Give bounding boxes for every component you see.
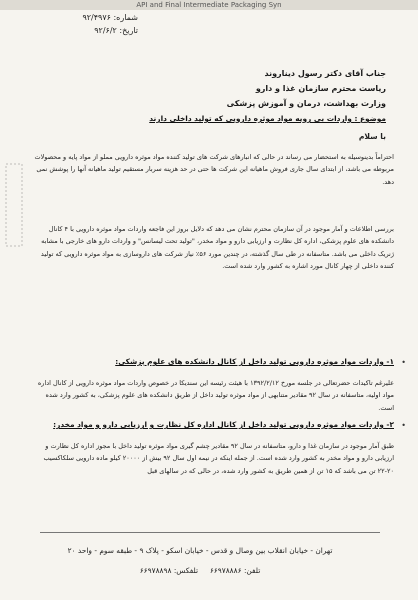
letter-footer bbox=[0, 532, 418, 600]
paragraph-1-text: احتراماً بدینوسیله به استحضار می رساند در حالی که انبارهای شرکت های تولید کننده مواد موثره دارویی مملو از مواد پایه و محصولات مربوطه می باشد، از ابتدای سال جاری فروش ماهیانه این شرکت ها حتی در حد هزینه سربار مستقیم تولید ماهیانه آنها را پوشش نمی دهد. bbox=[34, 153, 394, 186]
subject-label: موضوع : bbox=[354, 114, 386, 123]
letter-number-value: ۹۲/۴۹۷۶ bbox=[82, 13, 111, 22]
section-2-text: طبق آمار موجود در سازمان غذا و دارو، متاسفانه در سال ۹۲ مقادیر چشم گیری مواد موثره تولید داخل با مجوز اداره کل نظارت و ارزیابی دارو و مواد مخدر به کشور وارد شده است. از جمله اینکه در نیمه اول سال ۹۲ بیش از ۲۰۰۰۰ کیلو ماده دارویی سلکاکسیب ۲۰-۲۲ تن می باشد که ۱۵ تن از همین طریق به کشور وارد شده، در حالی که در سالهای قبل bbox=[43, 442, 394, 475]
letterhead-strip bbox=[0, 0, 418, 10]
letter-number-label: شماره: bbox=[113, 13, 138, 22]
section-1-text: علیرغم تاکیدات حضرتعالی در جلسه مورخ ۱۳۹۲/۲/۱۲ با هیئت رئیسه این سندیکا در خصوص واردات مواد موثره دارویی از کانال اداره مواد اولیه، متاسفانه در سال ۹۲ مقادیر متنابهی از مواد موثره تولید داخل از طریق دانشکده های علوم پزشکی، به کشور وارد شده است. bbox=[37, 379, 394, 412]
margin-stamp bbox=[2, 160, 26, 250]
letter-date-value: ۹۲/۶/۲ bbox=[94, 26, 117, 35]
section-1-bullet: • bbox=[401, 358, 406, 367]
letterhead-text: API and Final Intermediate Packaging Syn bbox=[136, 1, 282, 9]
footer-fax-label: تلفکس: bbox=[173, 566, 199, 575]
greeting: با سلام bbox=[358, 132, 386, 141]
section-1-body bbox=[30, 377, 394, 414]
section-1-number: ۱ bbox=[389, 357, 394, 366]
section-2-title: واردات مواد موثره دارویی تولید داخل از کانال اداره کل نظارت و ارزیابی دارو و مواد مخدر: bbox=[53, 420, 384, 429]
section-1-heading: ۱- واردات مواد موثره دارویی تولید داخل از کانال دانشکده های علوم پزشکی: bbox=[115, 357, 394, 366]
subject-text: واردات بی رویه مواد موثره دارویی که تولید داخلی دارند bbox=[149, 114, 352, 123]
paragraph-2-text: بررسی اطلاعات و آمار موجود در آن سازمان محترم نشان می دهد که دلایل بروز این فاجعه واردات مواد موثره دارویی با ۴ کانال دانشکده های علوم پزشکی، اداره کل نظارت و ارزیابی دارو و مواد مخدر، "تولید تحت لیسانس" و واردات دارو های خارجی با مشابه ژنریک داخلی می باشد. متاسفانه در طی سال گذشته، در چندین مورد ۵۶٪ نیاز شرکت های داروسازی به مواد موثره دارویی که تولید کننده داخلی از چهار کانال مورد اشاره به کشور وارد شده است. bbox=[40, 225, 394, 271]
section-2-number: ۲ bbox=[389, 420, 394, 429]
letter-number bbox=[18, 13, 138, 22]
footer-rule bbox=[40, 532, 380, 533]
footer-contacts bbox=[50, 566, 350, 575]
body-paragraph-2 bbox=[30, 223, 394, 273]
footer-fax: ۶۶۹۷۸۸۹۸ bbox=[139, 566, 172, 575]
addressee-name: جناب آقای دکتر رسول دیناروند bbox=[264, 69, 386, 78]
footer-phone-label: تلفن: bbox=[243, 566, 261, 575]
letter-date bbox=[18, 26, 138, 35]
section-2-bullet: • bbox=[401, 421, 406, 430]
section-2-heading: ۲- واردات مواد موثره دارویی تولید داخل از کانال اداره کل نظارت و ارزیابی دارو و مواد مخدر: bbox=[53, 420, 394, 429]
footer-address: تهران - خیابان انقلاب بین وصال و قدس - خیابان اسکو - پلاک ۹ - طبقه سوم - واحد ۲۰ bbox=[67, 546, 333, 555]
letter-date-label: تاریخ: bbox=[119, 26, 138, 35]
addressee-ministry: وزارت بهداشت، درمان و آموزش پزشکی bbox=[226, 99, 386, 108]
section-2-body bbox=[30, 440, 394, 477]
addressee-title: ریاست محترم سازمان غذا و دارو bbox=[255, 84, 386, 93]
subject-line bbox=[149, 114, 386, 123]
body-paragraph-1 bbox=[30, 151, 394, 188]
section-1-title: واردات مواد موثره دارویی تولید داخل از کانال دانشکده های علوم پزشکی: bbox=[115, 357, 384, 366]
footer-phone: ۶۶۹۷۸۸۸۶ bbox=[209, 566, 242, 575]
addressee-block bbox=[146, 66, 386, 111]
